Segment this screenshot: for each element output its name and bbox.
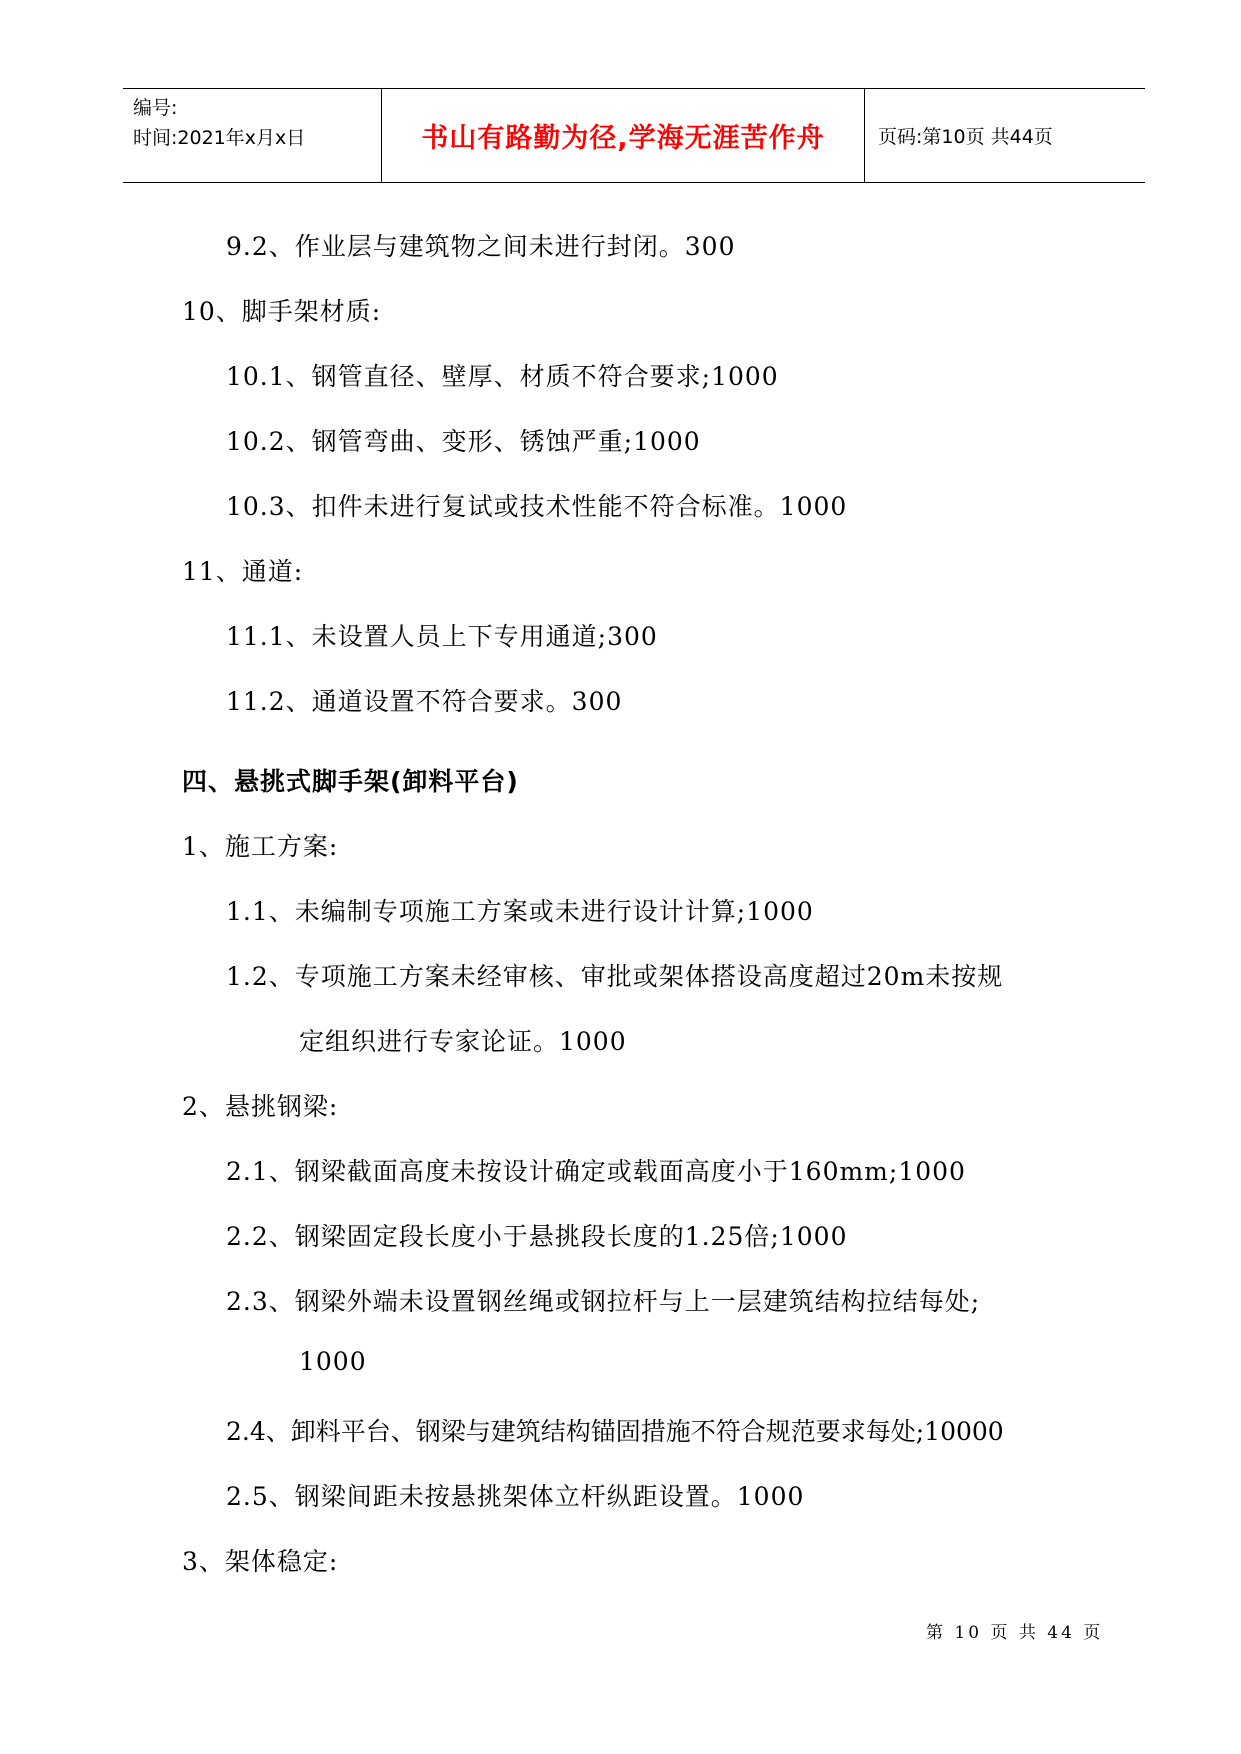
item-11-1: 11.1、未设置人员上下专用通道;300 bbox=[226, 622, 658, 651]
time-label: 时间:2021年x月x日 bbox=[133, 127, 306, 149]
chapter-heading: 四、悬挑式脚手架(卸料平台) bbox=[182, 767, 519, 796]
item-1-2: 1.2、专项施工方案未经审核、审批或架体搭设高度超过20m未按规 bbox=[226, 962, 1004, 991]
item-10-2: 10.2、钢管弯曲、变形、锈蚀严重;1000 bbox=[226, 427, 701, 456]
item-2-1: 2.1、钢梁截面高度未按设计确定或载面高度小于160mm;1000 bbox=[226, 1157, 966, 1186]
item-10-3: 10.3、扣件未进行复试或技术性能不符合标准。1000 bbox=[226, 492, 848, 521]
section-1-title: 1、施工方案: bbox=[182, 832, 339, 861]
section-2-title: 2、悬挑钢梁: bbox=[182, 1092, 339, 1121]
item-10-1: 10.1、钢管直径、壁厚、材质不符合要求;1000 bbox=[226, 362, 779, 391]
item-1-2-continued: 定组织进行专家论证。1000 bbox=[299, 1027, 627, 1056]
header-motto: 书山有路勤为径,学海无涯苦作舟 bbox=[381, 89, 865, 182]
item-2-2: 2.2、钢梁固定段长度小于悬挑段长度的1.25倍;1000 bbox=[226, 1222, 848, 1251]
item-2-4: 2.4、卸料平台、钢梁与建筑结构锚固措施不符合规范要求每处;10000 bbox=[226, 1417, 1004, 1446]
section-11-title: 11、通道: bbox=[182, 557, 304, 586]
item-2-3: 2.3、钢梁外端未设置钢丝绳或钢拉杆与上一层建筑结构拉结每处; bbox=[226, 1287, 981, 1316]
page-footer: 第 10 页 共 44 页 bbox=[926, 1623, 1104, 1643]
page-header bbox=[123, 88, 1145, 183]
item-9-2: 9.2、作业层与建筑物之间未进行封闭。300 bbox=[226, 232, 736, 261]
item-2-3-continued: 1000 bbox=[299, 1347, 367, 1376]
item-2-5: 2.5、钢梁间距未按悬挑架体立杆纵距设置。1000 bbox=[226, 1482, 805, 1511]
header-page-info: 页码:第10页 共44页 bbox=[878, 126, 1053, 148]
section-10-title: 10、脚手架材质: bbox=[182, 297, 382, 326]
item-11-2: 11.2、通道设置不符合要求。300 bbox=[226, 687, 623, 716]
header-meta bbox=[123, 89, 381, 182]
section-3-title: 3、架体稳定: bbox=[182, 1547, 339, 1576]
item-1-1: 1.1、未编制专项施工方案或未进行设计计算;1000 bbox=[226, 897, 814, 926]
number-label: 编号: bbox=[133, 97, 178, 119]
